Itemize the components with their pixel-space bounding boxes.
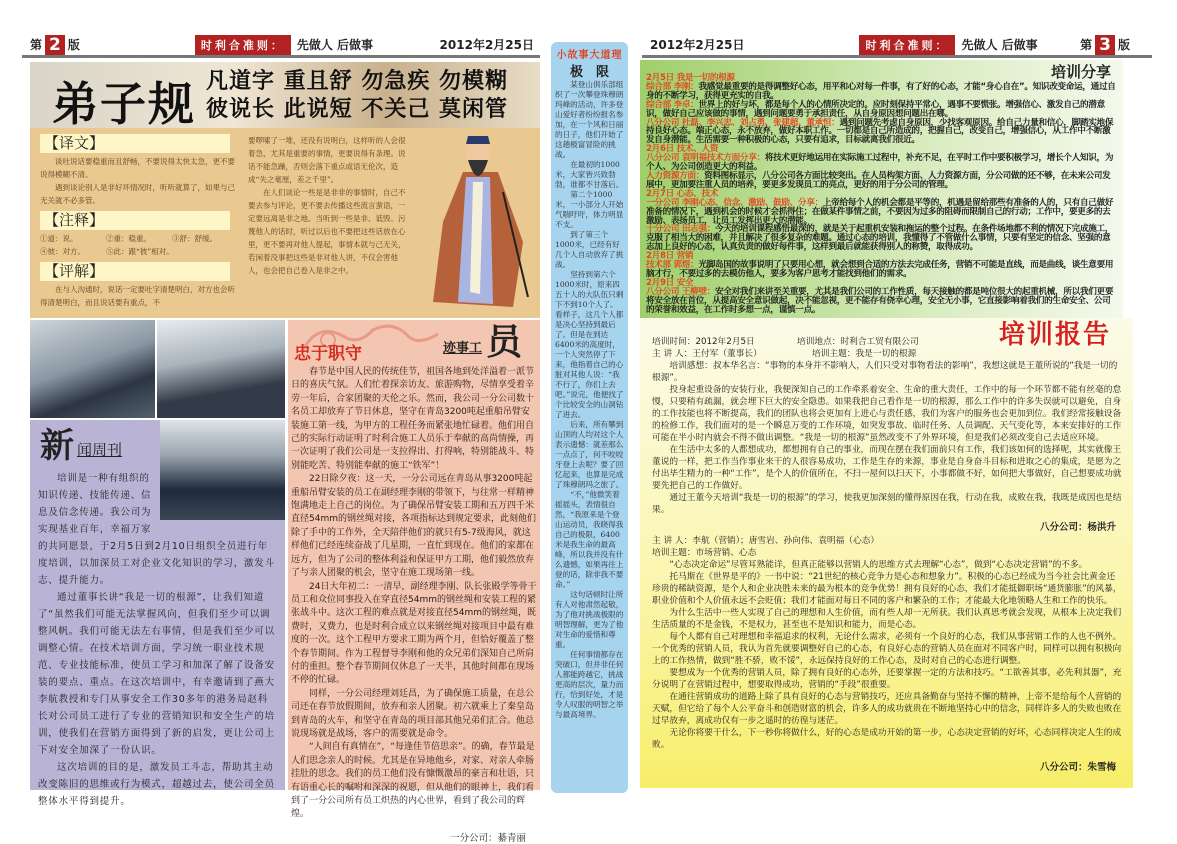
column-title (443, 324, 522, 362)
share-speaker: 人力资源方面： (646, 170, 705, 181)
report-paragraph: 在生活中太多的人都想成功，都想拥有自己的事业，而现在摆在我们面前只有工作，我们该如何的选择呢，其实就像王董说的一样，把工作当作事业来干的人很容易成功，工作是生存的来源，事业是自身奋斗目标和进取之心的集成，是愿为之付出毕生精力的一种“工作”，是个人的价值所在，不扫一屋何以扫天下，小事都做不好，如何把大事做好，自己想要成功就要先把自己的工作做好。 (652, 445, 1122, 491)
share-text: 资料图标显示，八分公司各方面比较突出。在人员构架方面、人力资源方面，分公司做的还不够，在未来公司发展中，更加要注重人员的培养，要更多发现员工的亮点，更好的用于分公司的管理。 (646, 170, 1111, 190)
training-topic: 培训主题：我是一切的根源 (812, 349, 917, 359)
title-big: 新 (40, 426, 74, 466)
story-title: 忠于职守 (294, 344, 362, 364)
share-text: 将技术更好地运用在实际施工过程中，补充不足，在平时工作中要积极学习，增长个人知识，为个人、为公司创造更大的利益。 (646, 153, 1114, 173)
report-part-1 (652, 336, 1122, 773)
share-entry (646, 101, 1118, 119)
motto-text: 先做人 后做事 (961, 38, 1038, 52)
news-body (38, 470, 278, 810)
note-item: ①道：说。 (40, 234, 78, 243)
news-intro: 培训是一种有组织的知识传递、技能传递、信息及信念传递。我公司为实现基业百年，幸福万家 (38, 473, 152, 535)
share-speaker: 八分公司 杜磊、李兴忠、刘占勇、张建超、董承恒： (646, 117, 840, 128)
share-text: 安全对我们来讲至关重要，尤其是我们公司的工作性质，每天接触的都是吨位很大的起重机械，所以我们更要将安全放在首位，从提高安全意识做起，决不能忽视，更不能存有侥幸心理，安全无小事，它直接影响着我们的生命安全、公司的荣誉和效益，在工作时多想一点，谨慎一点。 (646, 286, 1114, 315)
report-paragraph: 每个人都有自己对理想和幸福追求的权利，无论什么需求，必须有一个良好的心态，我们从事营销工作的人也不例外。一个优秀的营销人员，我认为首先就要调整好自己的心态，有良好心态的营销人员在面对不同客户时，同样可以拥有积极向上的工作热情，做到“胜不骄，败不馁”，永远保持良好的工作心态，及时对自己的心态进行调整。 (652, 632, 1122, 666)
page-prefix: 第 (30, 38, 43, 52)
training-topic: 培训主题：市场营销、心态 (652, 548, 757, 558)
share-entry (646, 225, 1118, 252)
share-entry (646, 261, 1118, 279)
notes-list (40, 232, 240, 258)
share-speaker: 一分公司 李刚心态、信念、激励、鼓励、分享： (646, 197, 823, 208)
commentary-text: 在与人沟通时，说话一定要吐字清楚明白，对方也会听得清楚明白，而且说话要有重点，不 (40, 285, 235, 307)
banner-title: 弟子规 (52, 77, 196, 128)
training-report-title: 培训报告 (998, 320, 1111, 350)
employee-story-section (288, 320, 540, 844)
share-speaker: 技术部 郭煜： (646, 260, 699, 271)
training-share-section (640, 60, 1123, 318)
report-meta (652, 348, 1122, 360)
story-paragraph: 22日除夕夜：这一天，一分公司远在青岛从事3200吨起重船吊臂安装的员工在副经理李刚的带领下，与往常一样精神饱满地走上自己的岗位。为了确保吊臂安装工期和五万四千米直径54mm的钢丝绳对接，各项指标达到规定要求，此刻他们除了手中的工作外，全天陪伴他们的就只有5-7级海风，就这样他们已经连续奋战了几星期，一直忙到现在。他们的家都在远方，但为了公司的整体利益和保证甲方工期，他们毅然放弃了与亲人团聚的机会，坚守在施工现场第一线。 (291, 474, 536, 579)
story-paragraph: 24日大年初二：一清早，副经理李刚、队长张殿学等骨干员工和众位同事投入在穿直径54mm的钢丝绳和安装工程的紧张战斗中。这次工程的难点就是对接直径54mm的钢丝绳，既费时，又费力，也是时利合成立以来钢丝绳对接项目中最有难度的一次。这个工程甲方要求工期为两个月，但恰好覆盖了整个春节期间。作为工程督导李刚和他的众兄弟们深知自己所肩付的重担。整个春节期间仅休息了一天半，其他时间都在现场不停的忙碌。 (291, 581, 537, 686)
translation-text: 遇到谈论别人是非好坏情况时，听听就算了，如果与己无关就不必多管。 (40, 183, 235, 205)
report-paragraph: 培训感想：叔本华名言：“事物的本身并不影响人，人们只受对事物看法的影响”，我想这就是王董所说的“我是一切的根源”。 (652, 361, 1118, 383)
report-paragraphs (652, 559, 1122, 751)
left-page-header (22, 34, 540, 58)
story-column-paragraph: 这句话顿时让所有人对他肃然起敬，为了他对挑战极限的明智理解，更为了他对生命的爱惜和尊重。 (555, 590, 624, 649)
training-report-section (640, 318, 1133, 788)
motto-text: 先做人 后做事 (296, 38, 374, 52)
share-text: 今天的培训课程感悟最深的，就是关于起重机安装和拖运的整个过程。在条件场地都不利的情况下完成施工，克服了相当大的困难，并且解决了很多复杂的难题。通过心态的培训，我懂得了不管做什么事情，只要有坚定的信念、坚强的意志加上良好的心态，认真负责的做好每件事，这样到最后就能获得别人的称赞，取得成功。 (646, 224, 1114, 253)
page-prefix: 第 (1080, 38, 1093, 52)
story-paragraph: “人间自有真情在”，“每逢佳节倍思亲”。的确，春节最是人们思念亲人的时候。尤其是在异地他乡，对家、对亲人牵肠挂肚的思念。我们的员工他们没有慷慨激昂的豪言和壮语，只有语重心长的嘱咐和深深的祝愿，但从他们的眼神上，我们看到了一分公司所有员工炽热的内心世界，看到了我公司的辉煌。 (291, 742, 535, 820)
verse-line: 彼说长 此说短 不关己 莫闲管 (206, 97, 508, 122)
share-entry (646, 83, 1118, 101)
issue-date: 2012年2月25日 (650, 38, 745, 52)
motto-tag: 时利合准则： (195, 35, 291, 55)
photo-spacer (156, 470, 278, 524)
translation-heading: 【译文】 (40, 134, 230, 153)
share-speaker: 十分公司 田志强： (646, 224, 716, 235)
story-body (291, 366, 538, 844)
report-meta (652, 535, 1122, 547)
report-author: 八分公司：朱雪梅 (1039, 762, 1116, 773)
news-paragraph: 的共同愿景，于2月5日到2月10日组织全员进行年度培训，以加深员工对企业文化知识的学习，激发斗志、提升能力。 (38, 541, 275, 586)
training-speaker: 主 讲 人：王付军（董事长） (652, 349, 762, 359)
dizigui-section (30, 128, 540, 318)
share-text: 上帝给每个人的机会都是平等的，机遇是留给那些有准备的人的，只有自己做好准备的情况下，遇到机会的时候才会抓得住；在做某件事情之前，不要因为过多的阻碍而限制自己的行动；工作中，要更多的去激励、表扬员工，让员工发挥出更大的潜能。 (646, 197, 1114, 226)
report-meta (652, 336, 1122, 348)
news-paragraph: 这次培训的目的是，激发员工斗志，帮助其主动改变陈旧的思维或行为模式，超越过去，使公司全员整体水平得到提升。 (38, 762, 275, 807)
report-paragraphs (652, 360, 1122, 516)
notes-heading: 【注释】 (40, 211, 230, 230)
story-column-title: 极 限 (569, 65, 609, 80)
share-date-heading: 2月9日 安全 (646, 277, 694, 288)
report-paragraph: 要想成为一个优秀的营销人员，除了拥有良好的心态外，还要掌握一定的方法和技巧。“工欲善其事，必先利其器”，充分说明了在营销过程中，想要取得成功，营销的“手段”很重要。 (652, 668, 1122, 690)
motto (195, 35, 373, 55)
report-author: 八分公司：杨洪升 (1039, 522, 1116, 533)
story-author: 一分公司：綦青丽 (449, 832, 526, 844)
share-entry (646, 172, 1118, 190)
commentary-heading: 【评解】 (40, 262, 230, 281)
dizigui-left-column (40, 130, 240, 309)
page-number: 3 (1095, 35, 1115, 55)
training-share-body (646, 74, 1118, 314)
story-paragraph: 同样，一分公司经理刘廷昌，为了确保施工质量，在总公司还在春节放假期间，放弃和亲人团聚。初六就乘上了秦皇岛到青岛的火车，和坚守在青岛的项目部其他兄弟们汇合。他总说现场就是战场，客户的需要就是命令。 (291, 688, 535, 739)
motto (859, 35, 1037, 55)
page-number-label (30, 35, 80, 55)
story-column-body (555, 80, 624, 720)
share-entry (646, 199, 1118, 226)
share-date-heading: 2月7日 心态、技术 (646, 188, 719, 199)
report-paragraph: 托马斯在《世界是平的》一书中说：“21世纪的核心竞争力是心态和想象力”。积极的心态已经成为当今社会比黄金还珍贵的稀缺资源，是个人和企业决胜未来的最为根本的竞争优势！拥有良好的心态，我们才能抵御职场“通货膨胀”的风暴，职业价值和个人价值永远不会贬值；我们才能面对每日不同的客户和繁杂的工作；才能最大化地领略人生和工作的快乐。 (652, 572, 1122, 606)
story-column-header: 小故事大道理 (556, 50, 623, 61)
story-column-paragraph: 某登山俱乐部组织了一次攀登珠穆朗玛峰的活动，许多登山爱好者纷纷报名参加，在一个风和日丽的日子，他们开始了这趟极富冒险的挑战。 (555, 80, 624, 159)
banner-verse (206, 68, 508, 124)
report-paragraph: 为什么生活中一些人实现了自己的理想和人生价值，而有些人却一无所获。我们认真思考就会发现，从根本上决定我们生活质量的不是金钱，不是权力，甚至也不是知识和能力，而是心态。 (652, 608, 1122, 630)
share-speaker: 八分公司 王柳壁： (646, 286, 716, 297)
training-place: 培训地点：时利合工贸有限公司 (797, 337, 919, 347)
story-column-paragraph: 到了第三个1000米，已经有好几个人自动放弃了挑战。 (555, 230, 624, 269)
training-time: 培训时间：2012年2月5日 (652, 337, 755, 347)
training-photo (30, 320, 155, 418)
note-item: ④彼：对方。 (40, 247, 85, 256)
report-paragraph: “心态决定命运”尽管耳熟能详，但真正能够以营销人的思维方式去理解“心态”，做到“心态决定营销”的不多。 (669, 560, 1088, 570)
share-entry (646, 154, 1118, 172)
note-item: ③舒：舒缓。 (172, 234, 217, 243)
note-item: ⑤此：跟“彼”相对。 (106, 247, 174, 256)
column-title-big: 员 (486, 322, 523, 363)
share-date-heading: 2月6日 技术、人资 (646, 144, 719, 155)
story-column-paragraph: 在最初的1000米，大家皆兴致勃勃，谁都不甘落后。 (555, 160, 624, 189)
report-meta (652, 547, 1122, 559)
page-suffix: 版 (67, 38, 80, 52)
motto-tag: 时利合准则： (859, 35, 955, 55)
share-speaker: 综合部 李刚： (646, 81, 699, 92)
share-date-heading: 2月8日 营销 (646, 251, 694, 262)
share-speaker: 综合部 李卓： (646, 99, 699, 110)
issue-date: 2012年2月25日 (439, 38, 534, 52)
story-column-paragraph: “不，”他微笑着摇摇头，表情很自然，“我原来是个登山运动员，我晓得我自己的极限，6400米是我生命的最高峰，所以我并没有什么遗憾，如果再往上登的话，除非我不要命。” (555, 490, 624, 589)
story-paragraph: 春节是中国人民的传统佳节，祖国各地到处洋溢着一派节日的喜庆气氛。人们忙着探亲访友、旅游购物，尽情享受着辛劳一年后，合家团聚的天伦之乐。然而，我公司一分公司数十名员工却放弃了节日休息，坚守在青岛3200吨起重船吊臂安装施工第一线，为甲方的工程任务而紧张地忙碌着。他们用自己的实际行动证明了时利合施工人员乐于奉献的高尚情操，再一次证明了我们公司是一支拉得出、打得响，特别能战斗、特别能吃苦、特别能奉献的施工“铁军”！ (291, 367, 535, 471)
share-text: 我感觉最重要的是得调整好心态，用平和心对每一件事，有了好的心态，才能“身心自在”。知识改变命运，通过自身的不断学习，获得更充实的自我。 (646, 81, 1116, 101)
share-text: 光脚岛国的故事说明了只要用心想，就会想到合适的方法去完成任务，营销不可能是直线，而是曲线，谈生意要用脑才行，不要过多的去模仿他人，要多为客户思考才能找到他们的需求。 (646, 260, 1114, 279)
story-column (551, 42, 628, 793)
report-paragraph: 无论你将要干什么，下一秒你将做什么，好的心态是成功开始的第一步，心态决定营销的好坏，心态同样决定人生的成败。 (652, 728, 1122, 750)
confucius-illustration (418, 132, 538, 314)
training-speaker: 主 讲 人：李航（营销）；唐雪岩、孙向伟、袁明福（心态） (652, 536, 880, 546)
commentary-text: 要啰嗦了一堆，还没有说明白，这样听的人会很着急，尤其是重要的事情，更要说得有条理。说话不能急躁，否则会落下重点或语无伦次，造成“失之毫厘，差之千里”。 (248, 136, 406, 184)
news-weekly-title (40, 428, 122, 464)
report-paragraph: 在通往营销成功的道路上除了具有良好的心态与营销技巧，还应具备勤奋与坚持不懈的精神，上帝不是给每个人营销的天赋，但它给了每个人公平奋斗和创造财富的机会，许多人的成功就贵在不断地坚持心中的信念，同样许多人的失败也败在过早放弃，离成功仅有一步之遥时的彷徨与迷茫。 (652, 692, 1122, 726)
share-speaker: 八分公司 袁明福技术方面分享： (646, 153, 765, 164)
story-column-paragraph: 后来，所有攀到山顶的人均对这个人表示遗憾：就差那么一点点了，何不咬咬牙登上去呢？要了回忆起来，也算是完成了珠穆朗玛之旅了。 (555, 420, 624, 489)
training-share-title: 培训分享 (1050, 63, 1111, 81)
report-paragraph: 投身起重设备的安装行业，我便深知自己的工作牵系着安全、生命的重大责任，工作中的每一个环节都不能有丝毫的怠慢，只要稍有疏漏，就会埋下巨大的安全隐患。如果我把自己看作是一切的根源，那么工作中的许多失误就可以避免，自身的工作技能也将不断提高，我们的团队也将会更加有上进心与责任感，我们为客户的服务也会更加到位。我们经常接触设备的检修工作，我们面对的是一个瞬息万变的工作环境，如突发事故、临时任务、人员调配、天气变化等，本来安排好的工作可能在半小时内就会不得不做出调整。“我是一切的根源”虽然改变不了外界环境，但是我们必须改变自己去适应环境。 (652, 385, 1122, 443)
commentary-text: 在人们谈论一些是是非非的事情时，自己不要去参与评论，更不要去传播这些流言蜚语，一定要远离是非之地。当听到一些是非、诋毁、污蔑他人的话时，听过以后也不要把这些话放在心里，更不要再对他人提起，事情本就与己无关，若闲着没事把这些是非对他人讲，不仅会害他人，也会把自己卷入是非之中。 (248, 188, 406, 275)
share-entry (646, 288, 1118, 315)
page-number: 2 (45, 35, 65, 55)
story-column-paragraph: 坚持到第六个1000米时，原来四五十人的大队伍只剩下不到10个人了。看样子，这几个人都是决心坚持到最后了。但是在到达6400米的高度时，一个人突然停了下来，他指着自己的心脏对其他人说：“我不行了，你们上去吧。”说完，他便找了个比较安全的山洞钻了进去。 (555, 270, 624, 419)
share-text: 遇到问题先考虑自身原因，少找客观原因。给自己力量和信心，脚踏实地保持良好心态。端正心态，永不放弃，做好本职工作。一切都是自己所造成的，把握自己，改变自己，增强信心，从工作中不断激发自身潜能。生活需要一种积极的心态，只要有追求，目标就离我们很近。 (646, 117, 1114, 146)
share-text: 世界上的好与坏，都是每个人的心情所决定的。应时刻保持平常心，遇事不要慌张。增强信心、激发自己的潜意识，做好自己应该做的事情，遇到问题要勇于承担责任，从自身原因想问题出在哪。 (646, 99, 1105, 119)
training-photo (157, 320, 285, 418)
right-page-header (642, 34, 1152, 58)
dizigui-middle-column (248, 134, 406, 277)
note-item: ②重：稳重。 (106, 234, 151, 243)
news-paragraph: 通过董事长讲“我是一切的根源”，让我们知道了“虽然我们可能无法掌握风向，但我们至少可以调整风帆。我们可能无法左右事情，但是我们至少可以调整心情。在技术培训方面，学习统一职业技术规范、专业技能标准，使员工学习和加深了解了设备安装的要点、重点。在这次培训中，有幸邀请到了燕大李航教授和专门从事安全工作30多年的港务局赵科长对公司员工进行了专业的营销知识和安全生产的培训，使我们在营销方面得到了新的启发，更让公司上下对安全加深了一份认识。 (38, 592, 275, 756)
report-paragraph: 通过王董今天培训“我是一切的根源”的学习，使我更加深刻的懂得原因在我，行动在我，成败在我，我既是成因也是结果。 (652, 493, 1122, 515)
share-date-heading: 2月5日 我是一切的根源 (646, 73, 735, 83)
verse-line: 凡道字 重且舒 勿急疾 勿模糊 (206, 69, 508, 94)
translation-text: 谈吐说话要稳重而且舒畅，不要说得太快太急，更不要说得模糊不清。 (40, 157, 235, 179)
page-suffix: 版 (1117, 38, 1130, 52)
column-title-small: 迹事工 (443, 341, 483, 356)
news-weekly-section (30, 420, 285, 807)
story-column-paragraph: 任何事情都存在突破口，但并非任何人都能跨越它，挑战更高的层次，量力而行，恰到好处，才是令人叹服的明智之举与最高境界。 (555, 650, 624, 719)
share-entry (646, 119, 1118, 146)
title-small: 闻周刊 (77, 441, 123, 459)
story-column-paragraph: 第二个1000米，一小部分人开始气喘吁吁，体力明显不支。 (555, 190, 624, 229)
page-number-label (1080, 35, 1130, 55)
dizigui-banner (30, 62, 540, 128)
